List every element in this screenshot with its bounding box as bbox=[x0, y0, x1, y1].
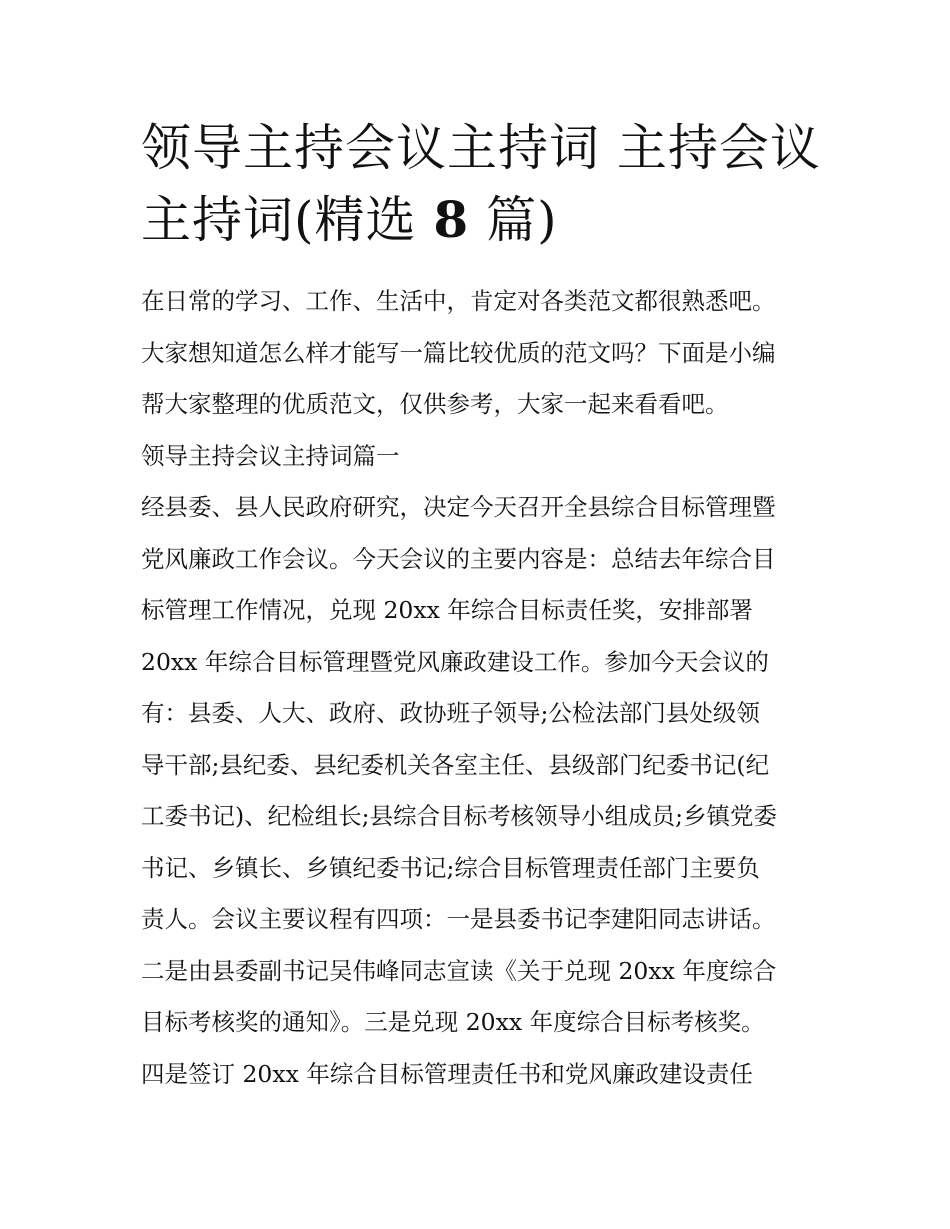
document-body bbox=[141, 276, 831, 1100]
body-line: 四是签订 20xx 年综合目标管理责任书和党风廉政建设责任 bbox=[141, 1059, 753, 1088]
body-line: 书记、乡镇长、乡镇纪委书记;综合目标管理责任部门主要负 bbox=[141, 853, 760, 882]
body-line: 有：县委、人大、政府、政协班子领导;公检法部门县处级领 bbox=[141, 699, 760, 727]
body-line: 20xx 年综合目标管理暨党风廉政建设工作。参加今天会议的 bbox=[141, 647, 769, 676]
title-line-1: 领导主持会议主持词 主持会议 bbox=[141, 119, 821, 177]
body-line: 目标考核奖的通知》。三是兑现 20xx 年度综合目标考核奖。 bbox=[141, 1008, 765, 1036]
title-line-2-suffix: 篇) bbox=[469, 191, 558, 249]
body-line: 工委书记)、纪检组长;县综合目标考核领导小组成员;乡镇党委 bbox=[141, 802, 778, 830]
title-line-2 bbox=[141, 184, 821, 256]
body-line: 二是由县委副书记吴伟峰同志宣读《关于兑现 20xx 年度综合 bbox=[141, 956, 777, 985]
body-line: 经县委、县人民政府研究，决定今天召开全县综合目标管理暨 bbox=[141, 493, 776, 521]
document-title bbox=[141, 112, 821, 256]
body-line: 标管理工作情况，兑现 20xx 年综合目标责任奖，安排部署 bbox=[141, 596, 753, 624]
body-line: 帮大家整理的优质范文，仅供参考，大家一起来看看吧。 bbox=[141, 390, 729, 418]
body-line: 导干部;县纪委、县纪委机关各室主任、县级部门纪委书记(纪 bbox=[141, 750, 770, 779]
section-heading: 领导主持会议主持词篇一 bbox=[141, 441, 400, 470]
body-line: 大家想知道怎么样才能写一篇比较优质的范文吗？下面是小编 bbox=[141, 338, 776, 367]
body-line: 党风廉政工作会议。今天会议的主要内容是：总结去年综合目 bbox=[141, 544, 776, 573]
body-line: 在日常的学习、工作、生活中，肯定对各类范文都很熟悉吧。 bbox=[141, 287, 776, 315]
title-line-2-text: 主持词(精选 bbox=[141, 191, 434, 249]
title-number: 8 bbox=[433, 190, 470, 249]
body-line: 责人。会议主要议程有四项：一是县委书记李建阳同志讲话。 bbox=[141, 905, 776, 933]
